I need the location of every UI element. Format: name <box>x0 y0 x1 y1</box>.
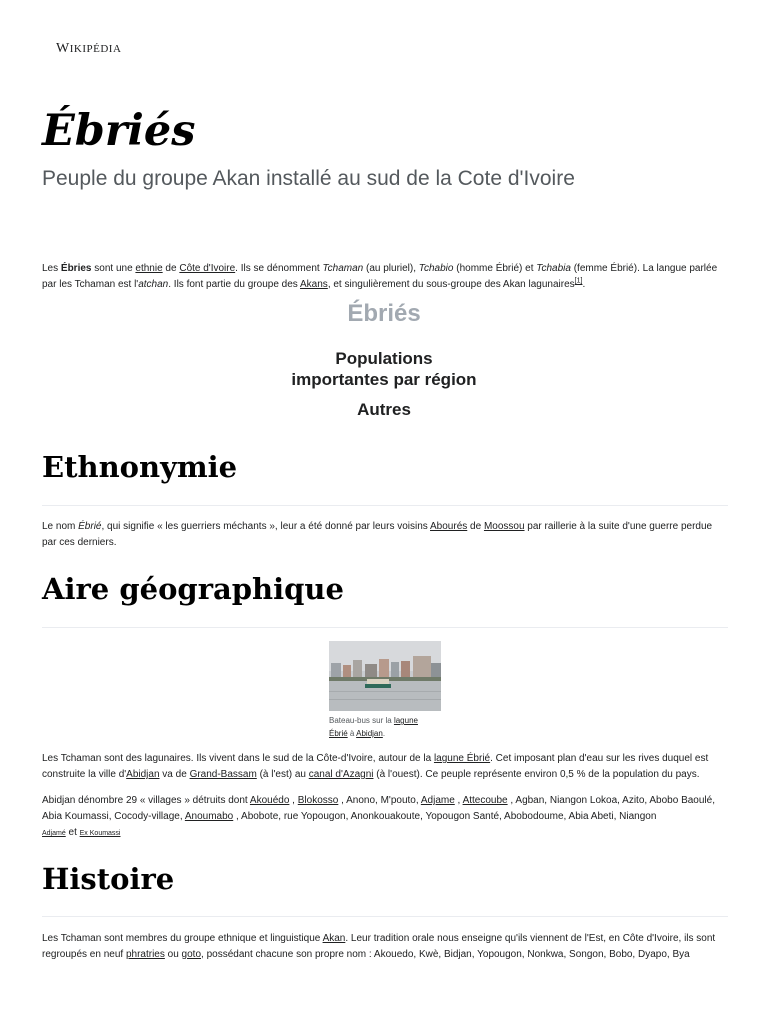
infobox-title: Ébriés <box>347 300 421 327</box>
photo-caption: Bateau-bus sur la lagune Ébrié à Abidjan. <box>329 716 418 738</box>
link-adjame[interactable]: Adjame <box>420 795 455 806</box>
section-divider <box>42 627 728 628</box>
link-attecoube[interactable]: Attecoube <box>462 795 508 806</box>
link-aboures[interactable]: Abourés <box>430 521 468 532</box>
link-cote-divoire[interactable]: Côte d'Ivoire <box>179 263 236 274</box>
link-abidjan-caption[interactable]: Abidjan <box>356 729 383 738</box>
link-lagune-ebrie[interactable]: lagune Ébrié <box>433 753 491 764</box>
intro-paragraph: Les Ébries sont une ethnie de Côte d'Ivoire. Ils se dénomment Tchaman (au pluriel), Tchabio (homme Ébrié) et Tchabia (femme Ébrié). La langue parlée par les Tchaman est l'atchan. Ils font partie du groupe des Akans, et singulièrement du sous-groupe des Akan lagunaires[1]. <box>42 263 718 290</box>
link-moossou[interactable]: Moossou <box>483 521 525 532</box>
infobox-autres-heading: Autres <box>357 400 411 419</box>
ethnonymie-paragraph: Le nom Ébrié, qui signifie « les guerriers méchants », leur a été donné par leurs voisins Abourés de Moossou par raillerie à la suite d'une guerre perdue par ces derniers. <box>42 521 713 548</box>
link-akouedo[interactable]: Akouédo <box>249 795 290 806</box>
link-akan[interactable]: Akan <box>322 933 346 944</box>
link-anoumabo[interactable]: Anoumabo <box>184 811 234 822</box>
link-blokosso[interactable]: Blokosso <box>297 795 339 806</box>
infobox-populations-heading: Populations importantes par région <box>291 349 477 389</box>
section-heading-ethnonymie: Ethnonymie <box>42 450 238 484</box>
link-akans[interactable]: Akans <box>300 279 328 290</box>
page-subtitle: Peuple du groupe Akan installé au sud de la Cote d'Ivoire <box>42 167 575 190</box>
photo-image <box>329 641 441 711</box>
link-ethnie[interactable]: ethnie <box>135 263 163 274</box>
lagoon-boat-photo[interactable] <box>329 641 441 711</box>
section-heading-aire-geographique: Aire géographique <box>42 572 344 606</box>
link-adjame-small[interactable]: Adjamé <box>42 830 66 837</box>
link-ex-koumassi[interactable]: Ex Koumassi <box>79 830 121 837</box>
link-abidjan[interactable]: Abidjan <box>126 769 160 780</box>
section-heading-histoire: Histoire <box>42 862 175 896</box>
section-divider <box>42 505 728 506</box>
reference-1[interactable]: [1] <box>574 277 583 285</box>
page-title: Ébriés <box>42 106 196 156</box>
section-divider <box>42 916 728 917</box>
link-grand-bassam[interactable]: Grand-Bassam <box>189 769 257 780</box>
aire-paragraph-1: Les Tchaman sont des lagunaires. Ils vivent dans le sud de la Côte-d'Ivoire, autour de la lagune Ébrié. Cet imposant plan d'eau sur les rives duquel est construite la ville d'Abidjan va de Grand-Bassam (à l'est) au canal d'Azagni (à l'ouest). Ce peuple représente environ 0,5 % de la population du pays. <box>42 753 709 780</box>
link-ebrie[interactable]: Ébrié <box>329 729 348 738</box>
link-goto[interactable]: goto <box>181 949 202 960</box>
histoire-paragraph: Les Tchaman sont membres du groupe ethnique et linguistique Akan. Leur tradition orale nous enseigne qu'ils viennent de l'Est, en Côte d'Ivoire, ils sont regroupés en neuf phratries ou goto, possédant chacune son propre nom : Akouedo, Kwè, Bidjan, Yopougon, Nonkwa, Songon, Bobo, Dyapo, Bya <box>42 933 716 960</box>
link-canal-azagni[interactable]: canal d'Azagni <box>308 769 374 780</box>
wikipedia-wordmark[interactable]: WIKIPÉDIA <box>56 41 122 56</box>
link-lagune[interactable]: lagune <box>393 716 418 725</box>
aire-paragraph-2: Abidjan dénombre 29 « villages » détruits dont Akouédo , Blokosso , Anono, M'pouto, Adjame , Attecoube , Agban, Niangon Lokoa, Azito, Abobo Baoulé, Abia Koumassi, Cocody-village, Anoumabo , Abobote, rue Yopougon, Anonkouakoute, Yopougon Santé, Abobodoume, Abia Abeti, Niangon Adjamé et Ex Koumassi <box>42 795 715 838</box>
link-phratries[interactable]: phratries <box>125 949 165 960</box>
